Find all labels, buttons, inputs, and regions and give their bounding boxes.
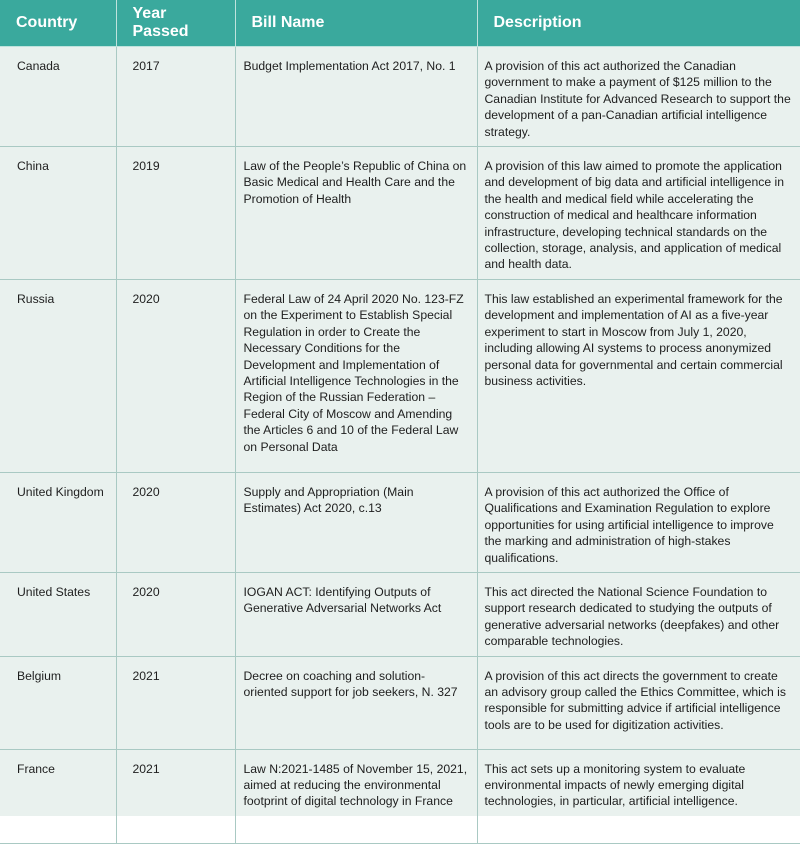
table-header-row bbox=[0, 0, 800, 47]
year-cell: 2020 bbox=[116, 279, 235, 472]
description-cell: A provision of this act authorized the Canadian government to make a payment of $125 million to the Canadian Institute for Advanced Research to support the development of a pan-Canadian artificial intelligence strategy. bbox=[477, 47, 800, 147]
country-cell: Belgium bbox=[0, 656, 116, 749]
column-header-country: Country bbox=[0, 0, 116, 47]
bill-name-cell: Supply and Appropriation (Main Estimates) Act 2020, c.13 bbox=[235, 472, 477, 572]
year-cell: 2021 bbox=[116, 749, 235, 843]
description-cell: A provision of this act authorized the Office of Qualifications and Examination Regulation to explore opportunities for using artificial intelligence to improve the marking and administration of high-stakes qualifications. bbox=[477, 472, 800, 572]
bill-name-cell: Law of the People’s Republic of China on Basic Medical and Health Care and the Promotion of Health bbox=[235, 147, 477, 280]
country-cell: United States bbox=[0, 572, 116, 656]
bill-name-cell: Federal Law of 24 April 2020 No. 123-FZ on the Experiment to Establish Special Regulation in order to Create the Necessary Conditions for the Development and Implementation of Artificial Intelligence Technologies in the Region of the Russian Federation – Federal City of Moscow and Amending the Articles 6 and 10 of the Federal Law on Personal Data bbox=[235, 279, 477, 472]
description-cell: This law established an experimental framework for the development and implementation of AI as a five-year experiment to start in Moscow from July 1, 2020, including allowing AI systems to process anonymized personal data for governmental and certain commercial business activities. bbox=[477, 279, 800, 472]
column-header-bill-name: Bill Name bbox=[235, 0, 477, 47]
bill-name-cell: Budget Implementation Act 2017, No. 1 bbox=[235, 47, 477, 147]
description-cell: This act sets up a monitoring system to evaluate environmental impacts of newly emerging digital technologies, in particular, artificial intelligence. bbox=[477, 749, 800, 843]
year-cell: 2020 bbox=[116, 572, 235, 656]
year-cell: 2021 bbox=[116, 656, 235, 749]
country-cell: China bbox=[0, 147, 116, 280]
table-row bbox=[0, 279, 800, 472]
country-cell: Canada bbox=[0, 47, 116, 147]
table-row bbox=[0, 656, 800, 749]
country-cell: France bbox=[0, 749, 116, 843]
description-cell: A provision of this law aimed to promote the application and development of big data and artificial intelligence in the health and medical field while accelerating the construction of medical and healthcare information infrastructure, developing technical standards on the collection, storage, analysis, and application of medical and health data. bbox=[477, 147, 800, 280]
table-row bbox=[0, 749, 800, 843]
description-cell: This act directed the National Science Foundation to support research dedicated to studying the outputs of generative adversarial networks (deepfakes) and other comparable technologies. bbox=[477, 572, 800, 656]
year-cell: 2017 bbox=[116, 47, 235, 147]
column-header-description: Description bbox=[477, 0, 800, 47]
year-cell: 2020 bbox=[116, 472, 235, 572]
bill-name-cell: IOGAN ACT: Identifying Outputs of Generative Adversarial Networks Act bbox=[235, 572, 477, 656]
year-cell: 2019 bbox=[116, 147, 235, 280]
country-cell: United Kingdom bbox=[0, 472, 116, 572]
table-row bbox=[0, 147, 800, 280]
description-cell: A provision of this act directs the government to create an advisory group called the Ethics Committee, which is responsible for submitting advice if artificial intelligence tools are to be used for digitization activities. bbox=[477, 656, 800, 749]
country-cell: Russia bbox=[0, 279, 116, 472]
column-header-year-passed: Year Passed bbox=[116, 0, 235, 47]
bill-name-cell: Decree on coaching and solution-oriented support for job seekers, N. 327 bbox=[235, 656, 477, 749]
table-row bbox=[0, 472, 800, 572]
table-row bbox=[0, 47, 800, 147]
table-row bbox=[0, 572, 800, 656]
bill-name-cell: Law N:2021-1485 of November 15, 2021, aimed at reducing the environmental footprint of digital technology in France bbox=[235, 749, 477, 843]
